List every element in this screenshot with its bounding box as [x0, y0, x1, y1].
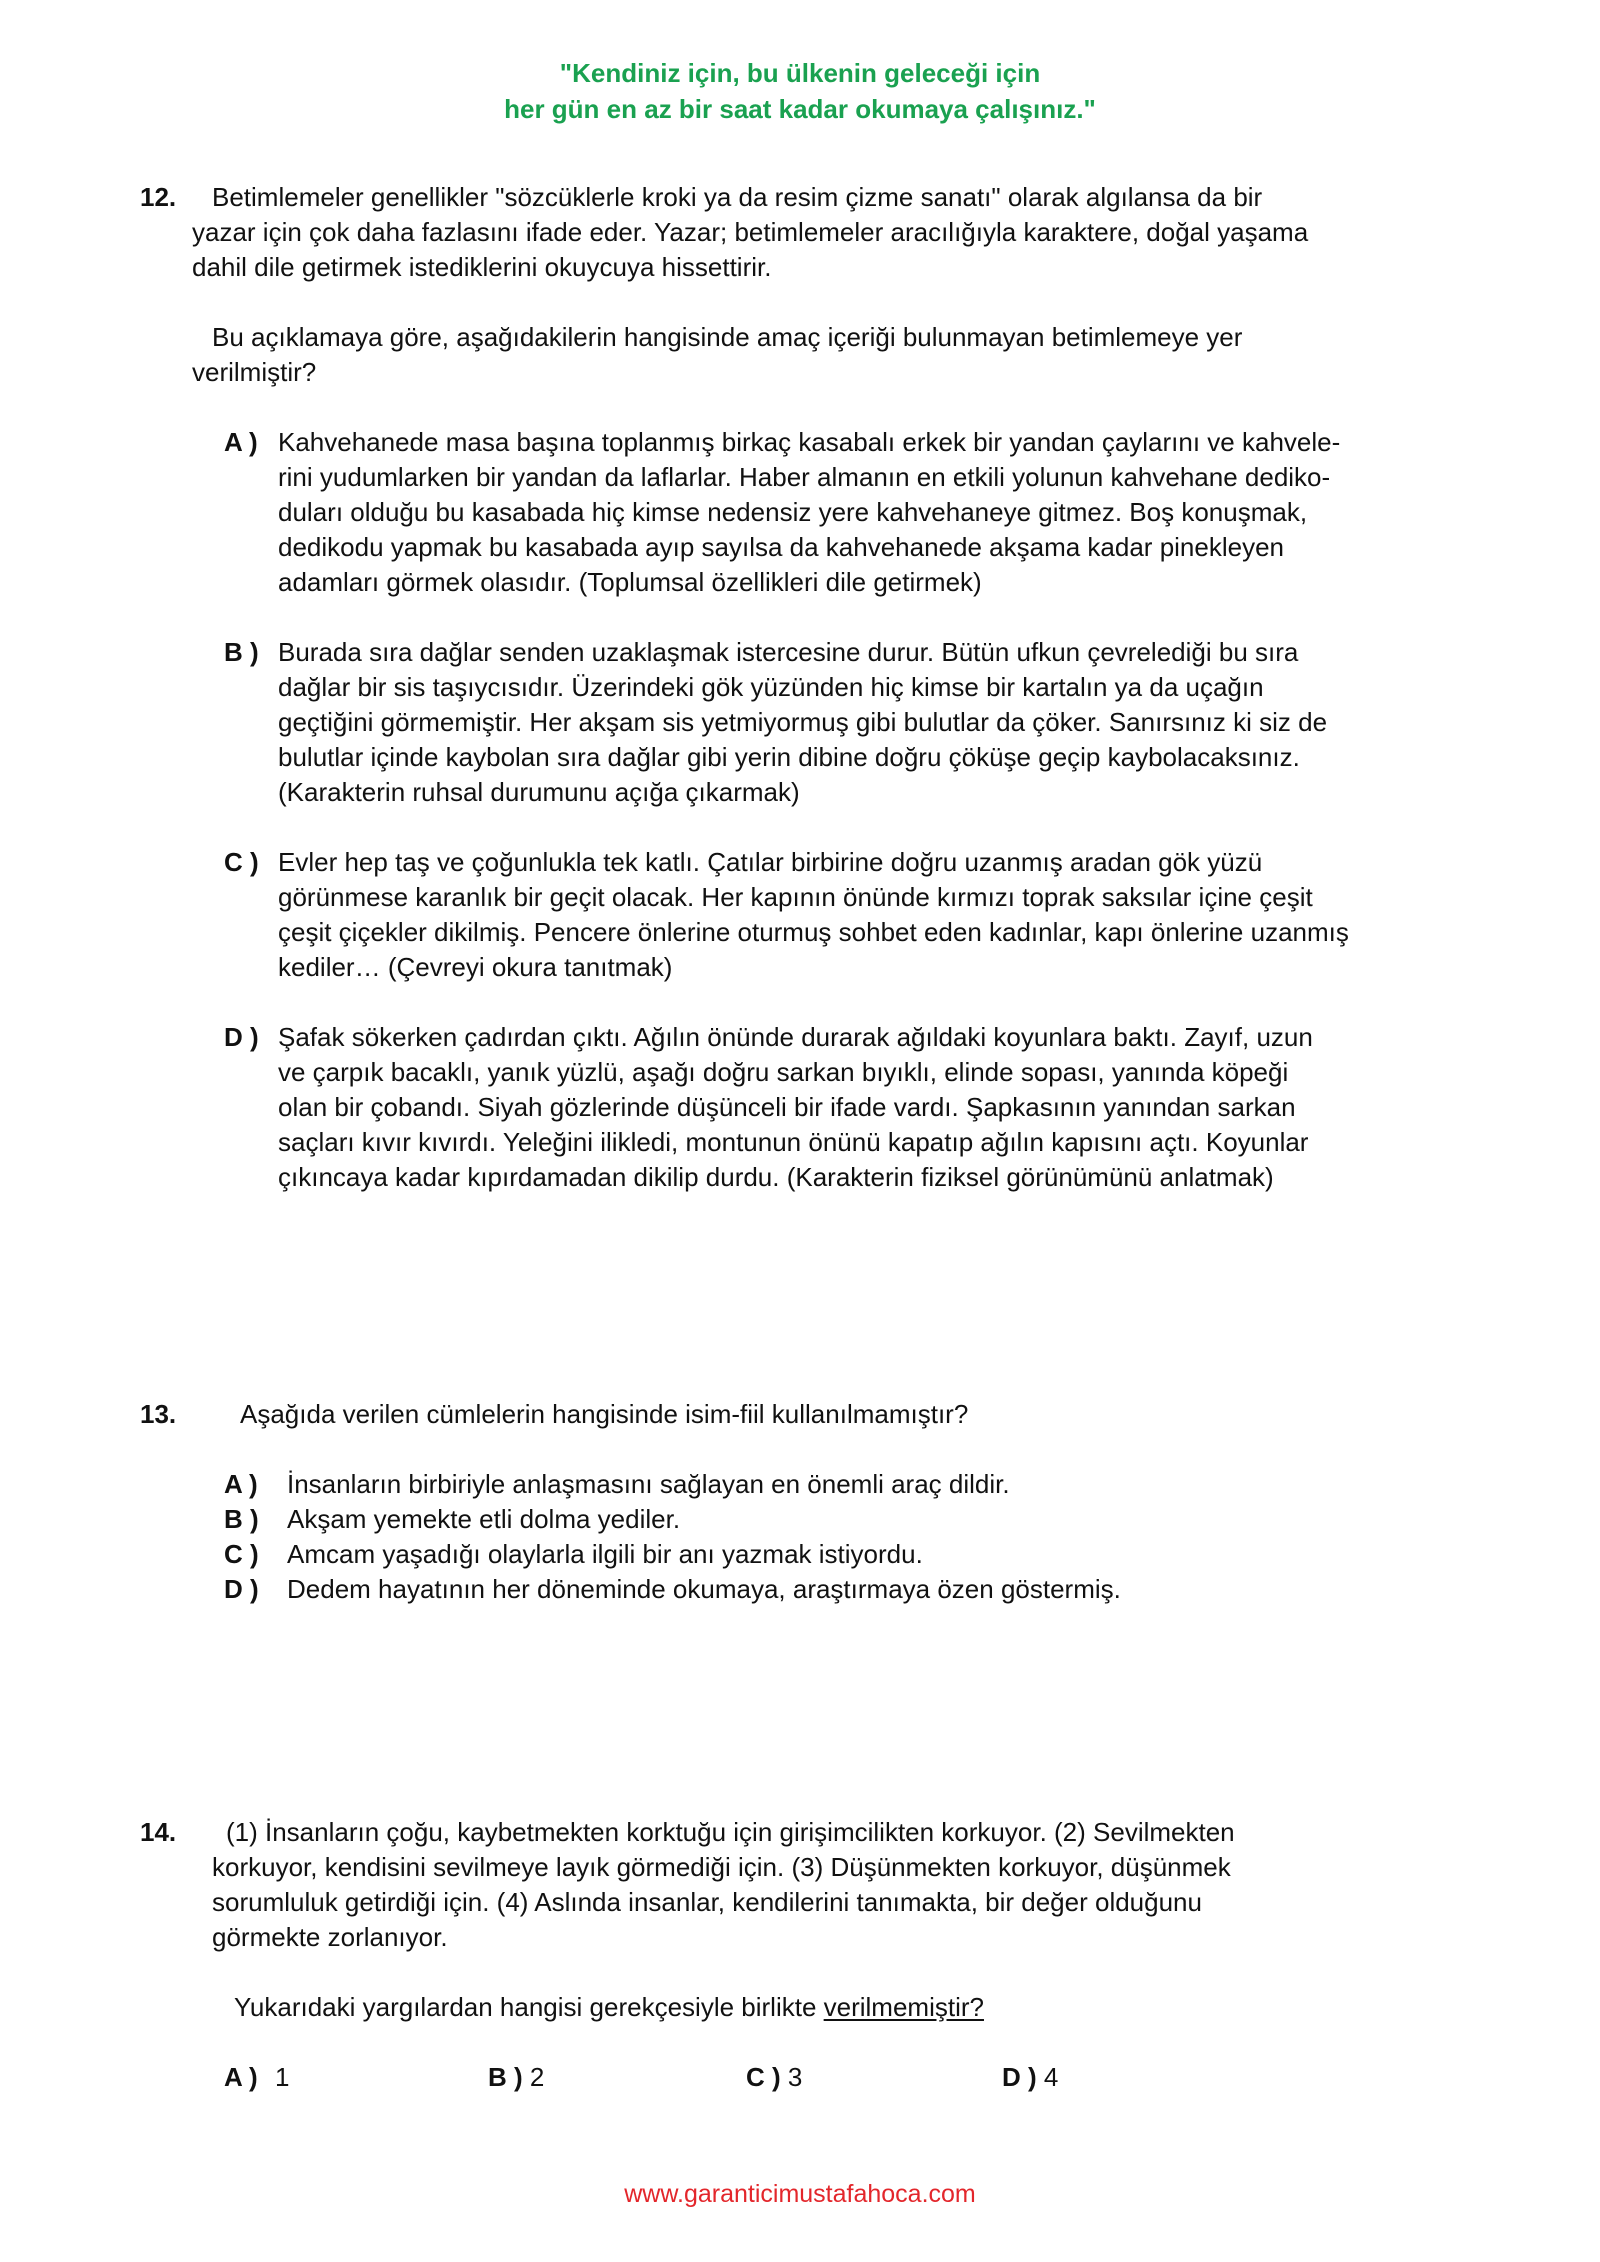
option-line: geçtiğini görmemiştir. Her akşam sis yetmiyormuş gibi bulutlar da çöker. Sanırsınız ki siz de — [278, 707, 1328, 737]
intro-line: (1) İnsanların çoğu, kaybetmekten korktuğu için girişimcilikten korkuyor. (2) Sevilmekten — [226, 1817, 1235, 1847]
option-text: 1 — [274, 2062, 290, 2092]
option-letter: C ) — [224, 847, 259, 877]
options-list — [140, 1467, 1400, 1607]
intro-line: Betimlemeler genellikler "sözcüklerle kroki ya da resim çizme sanatı" olarak algılansa da bir — [212, 182, 1263, 212]
question-stem — [140, 320, 1400, 390]
header-motto-line-1: "Kendiniz için, bu ülkenin geleceği için — [559, 58, 1041, 88]
options-row — [140, 2060, 1400, 2095]
option-letter: B ) — [488, 2062, 523, 2092]
intro-line: görmekte zorlanıyor. — [212, 1922, 448, 1952]
option-b[interactable] — [140, 635, 1400, 810]
option-text: Dedem hayatının her döneminde okumaya, araştırmaya özen göstermiş. — [287, 1574, 1121, 1604]
option-text: İnsanların birbiriyle anlaşmasını sağlayan en önemli araç dildir. — [287, 1469, 1010, 1499]
option-d[interactable] — [140, 1020, 1400, 1195]
intro-line: sorumluluk getirdiği için. (4) Aslında insanlar, kendilerini tanımakta, bir değer olduğunu — [212, 1887, 1202, 1917]
option-letter: D ) — [1002, 2062, 1037, 2092]
option-line: saçları kıvır kıvırdı. Yeleğini ilikledi, montunun önünü kapatıp ağılın kapısını açtı. Koyunlar — [278, 1127, 1309, 1157]
question-number: 13. — [140, 1399, 177, 1429]
option-line: görünmese karanlık bir geçit olacak. Her kapının önünde kırmızı toprak saksılar içine çeşit — [278, 882, 1313, 912]
option-a[interactable] — [224, 2060, 289, 2095]
option-line: kediler… (Çevreyi okura tanıtmak) — [278, 952, 673, 982]
footer-url[interactable]: www.garanticimustafahoca.com — [624, 2180, 976, 2208]
question-number: 14. — [140, 1817, 177, 1847]
option-text: Amcam yaşadığı olaylarla ilgili bir anı yazmak istiyordu. — [287, 1539, 923, 1569]
option-letter: A ) — [224, 427, 258, 457]
option-text: 2 — [529, 2062, 545, 2092]
header-motto-line-2: her gün en az bir saat kadar okumaya çalışınız." — [504, 94, 1096, 124]
stem-underlined: verilmemiştir? — [823, 1992, 984, 2022]
option-b[interactable] — [488, 2060, 544, 2095]
question-number: 12. — [140, 182, 177, 212]
option-line: dağlar bir sis taşıycısıdır. Üzerindeki gök yüzünden hiç kimse bir kartalın ya da uçağın — [278, 672, 1264, 702]
option-a[interactable] — [140, 425, 1400, 600]
option-line: dedikodu yapmak bu kasabada ayıp sayılsa da kahvehanede akşama kadar pinekleyen — [278, 532, 1285, 562]
question-13 — [140, 1397, 1400, 1607]
option-line: çıkıncaya kadar kıpırdamadan dikilip durdu. (Karakterin fiziksel görünümünü anlatmak) — [278, 1162, 1274, 1192]
question-stem: Aşağıda verilen cümlelerin hangisinde isim-fiil kullanılmamıştır? — [240, 1399, 969, 1429]
option-line: Kahvehanede masa başına toplanmış birkaç kasabalı erkek bir yandan çaylarını ve kahvele- — [278, 427, 1341, 457]
stem-text: Yukarıdaki yargılardan hangisi gerekçesiyle birlikte — [234, 1992, 824, 2022]
option-letter: C ) — [746, 2062, 781, 2092]
intro-line: dahil dile getirmek istediklerini okuycuya hissettirir. — [192, 252, 772, 282]
option-letter: A ) — [224, 1469, 258, 1499]
stem-line: Bu açıklamaya göre, aşağıdakilerin hangisinde amaç içeriği bulunmayan betimlemeye yer — [212, 322, 1243, 352]
option-letter: C ) — [224, 1539, 259, 1569]
option-b[interactable] — [140, 1502, 1400, 1537]
option-line: (Karakterin ruhsal durumunu açığa çıkarmak) — [278, 777, 800, 807]
option-c[interactable] — [140, 1537, 1400, 1572]
option-line: Burada sıra dağlar senden uzaklaşmak istercesine durur. Bütün ufkun çevrelediği bu sıra — [278, 637, 1299, 667]
option-text: Akşam yemekte etli dolma yediler. — [287, 1504, 681, 1534]
question-intro — [140, 1815, 1400, 1955]
option-text: 4 — [1043, 2062, 1059, 2092]
question-12 — [140, 180, 1400, 1195]
option-line: adamları görmek olasıdır. (Toplumsal özellikleri dile getirmek) — [278, 567, 982, 597]
intro-line: korkuyor, kendisini sevilmeye layık görmediği için. (3) Düşünmekten korkuyor, düşünmek — [212, 1852, 1231, 1882]
option-letter: A ) — [224, 2062, 258, 2092]
question-stem — [140, 1990, 1400, 2025]
option-letter: D ) — [224, 1574, 259, 1604]
option-line: duları olduğu bu kasabada hiç kimse nedensiz yere kahvehaneye gitmez. Boş konuşmak, — [278, 497, 1308, 527]
header-motto — [0, 55, 1600, 127]
option-letter: B ) — [224, 637, 259, 667]
option-text: 3 — [787, 2062, 803, 2092]
option-line: rini yudumlarken bir yandan da laflarlar. Haber almanın en etkili yolunun kahvehane dediko- — [278, 462, 1331, 492]
option-line: çeşit çiçekler dikilmiş. Pencere önlerine oturmuş sohbet eden kadınlar, kapı önlerine uzanmış — [278, 917, 1349, 947]
option-d[interactable] — [1002, 2060, 1058, 2095]
option-line: olan bir çobandı. Siyah gözlerinde düşünceli bir ifade vardı. Şapkasının yanından sarkan — [278, 1092, 1296, 1122]
option-line: ve çarpık bacaklı, yanık yüzlü, aşağı doğru sarkan bıyıklı, elinde sopası, yanında köpeği — [278, 1057, 1289, 1087]
option-d[interactable] — [140, 1572, 1400, 1607]
question-intro — [140, 180, 1400, 215]
option-a[interactable] — [140, 1467, 1400, 1502]
option-letter: B ) — [224, 1504, 259, 1534]
option-c[interactable] — [746, 2060, 802, 2095]
intro-line: yazar için çok daha fazlasını ifade eder. Yazar; betimlemeler aracılığıyla karaktere, doğal yaşama — [192, 217, 1309, 247]
stem-line: verilmiştir? — [192, 357, 317, 387]
option-line: Şafak sökerken çadırdan çıktı. Ağılın önünde durarak ağıldaki koyunlara baktı. Zayıf, uzun — [278, 1022, 1313, 1052]
option-line: bulutlar içinde kaybolan sıra dağlar gibi yerin dibine doğru çöküşe geçip kaybolacaksınız. — [278, 742, 1300, 772]
option-line: Evler hep taş ve çoğunlukla tek katlı. Çatılar birbirine doğru uzanmış aradan gök yüzü — [278, 847, 1263, 877]
question-14 — [140, 1815, 1400, 2095]
option-c[interactable] — [140, 845, 1400, 985]
option-letter: D ) — [224, 1022, 259, 1052]
options-list — [140, 425, 1400, 1195]
